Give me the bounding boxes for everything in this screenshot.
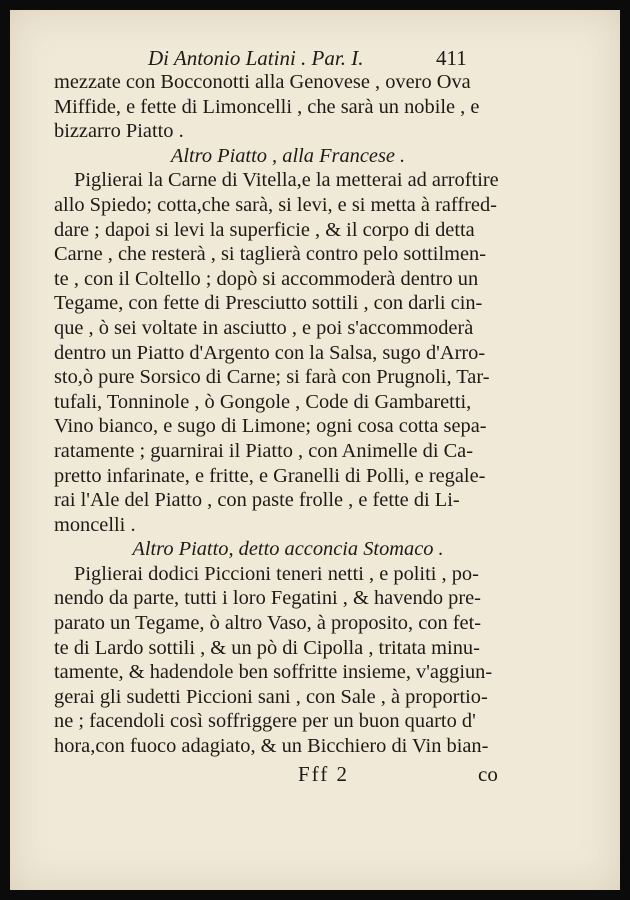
text-line: hora,con fuoco adagiato, & un Bicchiero di Vin bian- xyxy=(54,735,489,758)
text-line: ratamente ; guarnirai il Piatto , con Animelle di Ca- xyxy=(54,439,474,462)
body-text xyxy=(54,70,522,759)
text-line: moncelli . xyxy=(54,513,136,536)
text-line: dentro un Piatto d'Argento con la Salsa, sugo d'Arro- xyxy=(54,341,486,364)
text-line: dare ; dapoi si levi la superficie , & il corpo di detta xyxy=(54,218,475,241)
text-line: tamente, & hadendole ben soffritte insieme, v'aggiun- xyxy=(54,661,493,684)
text-line: te di Lardo sottili , & un pò di Cipolla , tritata minu- xyxy=(54,636,480,659)
text-line: pretto infarinate, e fritte, e Granelli di Polli, e regale- xyxy=(54,464,486,487)
text-line: Piglierai la Carne di Vitella,e la metterai ad arroftire xyxy=(74,169,499,192)
text-line: rai l'Ale del Piatto , con paste frolle , e fette di Li- xyxy=(54,489,460,512)
signature-mark: Fff 2 xyxy=(298,762,350,786)
text-line: Miffide, e fette di Limoncelli , che sarà un nobile , e xyxy=(54,95,480,118)
text-line: ne ; facendoli così soffriggere per un buon quarto d' xyxy=(54,710,476,733)
text-line: Piglierai dodici Piccioni teneri netti , e politi , po- xyxy=(74,562,479,585)
catchword: co xyxy=(478,762,498,786)
section-heading: Altro Piatto , alla Francese . xyxy=(170,144,406,167)
text-line: mezzate con Bocconotti alla Genovese , overo Ova xyxy=(54,71,471,93)
text-line: sto,ò pure Sorsico di Carne; si farà con Prugnoli, Tar- xyxy=(54,366,490,389)
text-line: Carne , che resterà , si taglierà contro pelo sottilmen- xyxy=(54,243,487,266)
text-line: Vino bianco, e sugo di Limone; ogni cosa cotta sepa- xyxy=(54,415,487,438)
text-line: parato un Tegame, ò altro Vaso, à proposito, con fet- xyxy=(54,612,482,635)
text-line: nendo da parte, tutti i loro Fegatini , & havendo pre- xyxy=(54,587,481,610)
text-line: gerai gli sudetti Piccioni sani , con Sale , à proportio- xyxy=(54,685,488,708)
text-line: allo Spiedo; cotta,che sarà, si levi, e si metta à raffred- xyxy=(54,193,497,216)
text-line: Tegame, con fette di Presciutto sottili , con darli cin- xyxy=(54,292,483,315)
page-footer xyxy=(10,762,620,792)
book-page xyxy=(10,10,620,890)
page-number: 411 xyxy=(436,46,467,70)
text-line: bizzarro Piatto . xyxy=(54,120,184,143)
section-heading: Altro Piatto, detto acconcia Stomaco . xyxy=(132,538,444,561)
text-line: te , con il Coltello ; dopò si accommoderà dentro un xyxy=(54,267,479,290)
running-title: Di Antonio Latini . Par. I. xyxy=(148,46,364,70)
text-line: que , ò sei voltate in asciutto , e poi s'accommoderà xyxy=(54,316,474,339)
text-line: tufali, Tonninole , ò Gongole , Code di Gambaretti, xyxy=(54,390,472,413)
